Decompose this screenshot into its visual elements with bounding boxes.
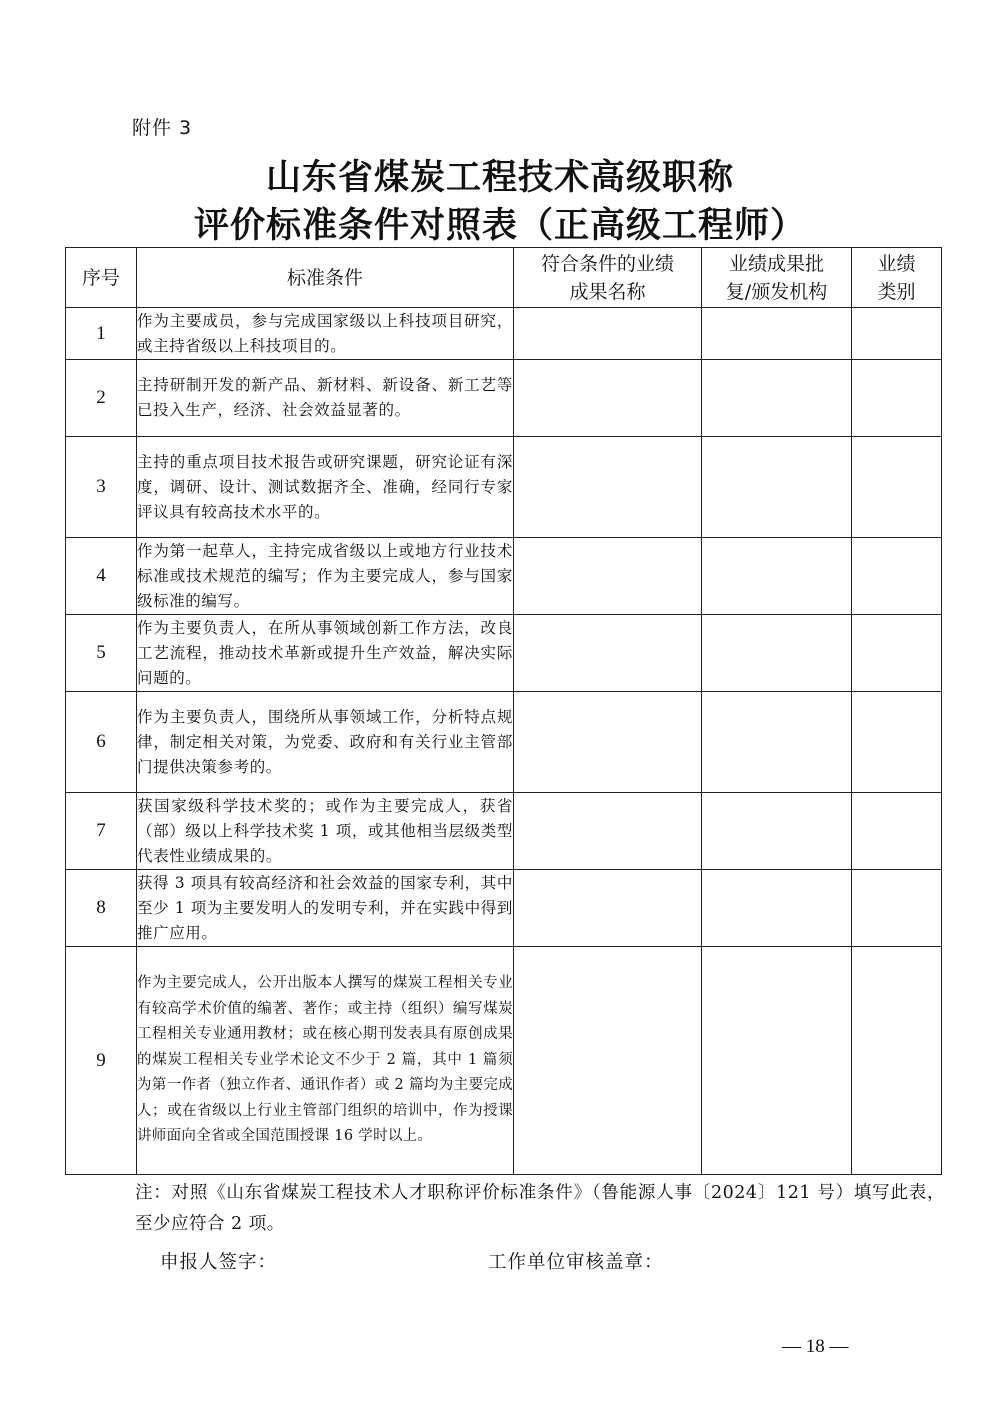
achievement-name-cell[interactable] — [514, 692, 702, 793]
table-row — [66, 538, 942, 615]
achievement-name-cell[interactable] — [514, 793, 702, 870]
category-cell[interactable] — [852, 793, 942, 870]
approver-cell[interactable] — [702, 947, 852, 1175]
approver-cell[interactable] — [702, 870, 852, 947]
approver-cell[interactable] — [702, 793, 852, 870]
row-criteria: 主持研制开发的新产品、新材料、新设备、新工艺等已投入生产，经济、社会效益显著的。 — [137, 360, 514, 437]
table-row — [66, 615, 942, 692]
row-criteria: 作为第一起草人，主持完成省级以上或地方行业技术标准或技术规范的编写；作为主要完成人，参与国家级标准的编写。 — [137, 538, 514, 615]
row-seq: 3 — [66, 437, 137, 538]
table-row — [66, 692, 942, 793]
row-criteria: 作为主要负责人，在所从事领域创新工作方法，改良工艺流程，推动技术革新或提升生产效益，解决实际问题的。 — [137, 615, 514, 692]
row-seq: 7 — [66, 793, 137, 870]
table-row — [66, 793, 942, 870]
category-cell[interactable] — [852, 615, 942, 692]
header-category-line1: 业绩 — [877, 252, 916, 275]
row-criteria: 作为主要完成人，公开出版本人撰写的煤炭工程相关专业有较高学术价值的编著、著作；或主持（组织）编写煤炭工程相关专业通用教材；或在核心期刊发表具有原创成果的煤炭工程相关专业学术论文不少于 2 篇，其中 1 篇须为第一作者（独立作者、通讯作者）或 2 篇均为主要完成人；或在省级以上行业主管部门组织的培训中，作为授课讲师面向全省或全国范围授课 16 学时以上。 — [137, 947, 514, 1175]
category-cell[interactable] — [852, 308, 942, 360]
approver-cell[interactable] — [702, 538, 852, 615]
header-achievement-line2: 成果名称 — [569, 280, 646, 303]
approver-cell[interactable] — [702, 360, 852, 437]
row-criteria: 获国家级科学技术奖的；或作为主要完成人，获省（部）级以上科学技术奖 1 项，或其他相当层级类型代表性业绩成果的。 — [137, 793, 514, 870]
document-title-line2: 评价标准条件对照表（正高级工程师） — [193, 205, 806, 246]
category-cell[interactable] — [852, 692, 942, 793]
header-seq: 序号 — [66, 248, 137, 308]
approver-cell[interactable] — [702, 308, 852, 360]
table-row — [66, 947, 942, 1175]
approver-cell[interactable] — [702, 615, 852, 692]
table-row — [66, 437, 942, 538]
row-criteria: 获得 3 项具有较高经济和社会效益的国家专利，其中至少 1 项为主要发明人的发明专利，并在实践中得到推广应用。 — [137, 870, 514, 947]
applicant-signature-label: 申报人签字： — [160, 1252, 278, 1273]
table-row — [66, 360, 942, 437]
achievement-name-cell[interactable] — [514, 437, 702, 538]
header-achievement — [514, 248, 702, 308]
document-title-line1: 山东省煤炭工程技术高级职称 — [265, 157, 734, 198]
criteria-table — [65, 247, 942, 1175]
table-row — [66, 308, 942, 360]
footnote: 注：对照《山东省煤炭工程技术人才职称评价标准条件》（鲁能源人事〔2024〕121 号）填写此表，至少应符合 2 项。 — [135, 1183, 945, 1234]
achievement-name-cell[interactable] — [514, 308, 702, 360]
category-cell[interactable] — [852, 437, 942, 538]
row-seq: 6 — [66, 692, 137, 793]
attachment-label: 附件 3 — [132, 117, 193, 139]
header-approver-line2: 复/颁发机构 — [725, 280, 828, 303]
row-seq: 4 — [66, 538, 137, 615]
category-cell[interactable] — [852, 947, 942, 1175]
row-seq: 2 — [66, 360, 137, 437]
header-approver — [702, 248, 852, 308]
header-achievement-line1: 符合条件的业绩 — [540, 252, 674, 275]
achievement-name-cell[interactable] — [514, 538, 702, 615]
row-seq: 9 — [66, 947, 137, 1175]
header-category — [852, 248, 942, 308]
achievement-name-cell[interactable] — [514, 615, 702, 692]
header-criteria: 标准条件 — [137, 248, 514, 308]
header-category-line2: 类别 — [877, 280, 916, 303]
row-criteria: 主持的重点项目技术报告或研究课题，研究论证有深度，调研、设计、测试数据齐全、准确，经同行专家评议具有较高技术水平的。 — [137, 437, 514, 538]
unit-seal-label: 工作单位审核盖章： — [488, 1252, 664, 1273]
page-number: — 18 — — [782, 1336, 849, 1357]
row-seq: 1 — [66, 308, 137, 360]
approver-cell[interactable] — [702, 437, 852, 538]
achievement-name-cell[interactable] — [514, 870, 702, 947]
category-cell[interactable] — [852, 360, 942, 437]
achievement-name-cell[interactable] — [514, 947, 702, 1175]
achievement-name-cell[interactable] — [514, 360, 702, 437]
table-header-row — [66, 248, 942, 308]
category-cell[interactable] — [852, 538, 942, 615]
header-approver-line1: 业绩成果批 — [728, 252, 824, 275]
row-seq: 5 — [66, 615, 137, 692]
approver-cell[interactable] — [702, 692, 852, 793]
row-criteria: 作为主要负责人，围绕所从事领域工作，分析特点规律，制定相关对策，为党委、政府和有关行业主管部门提供决策参考的。 — [137, 692, 514, 793]
table-row — [66, 870, 942, 947]
category-cell[interactable] — [852, 870, 942, 947]
row-criteria: 作为主要成员，参与完成国家级以上科技项目研究，或主持省级以上科技项目的。 — [137, 308, 514, 360]
row-seq: 8 — [66, 870, 137, 947]
